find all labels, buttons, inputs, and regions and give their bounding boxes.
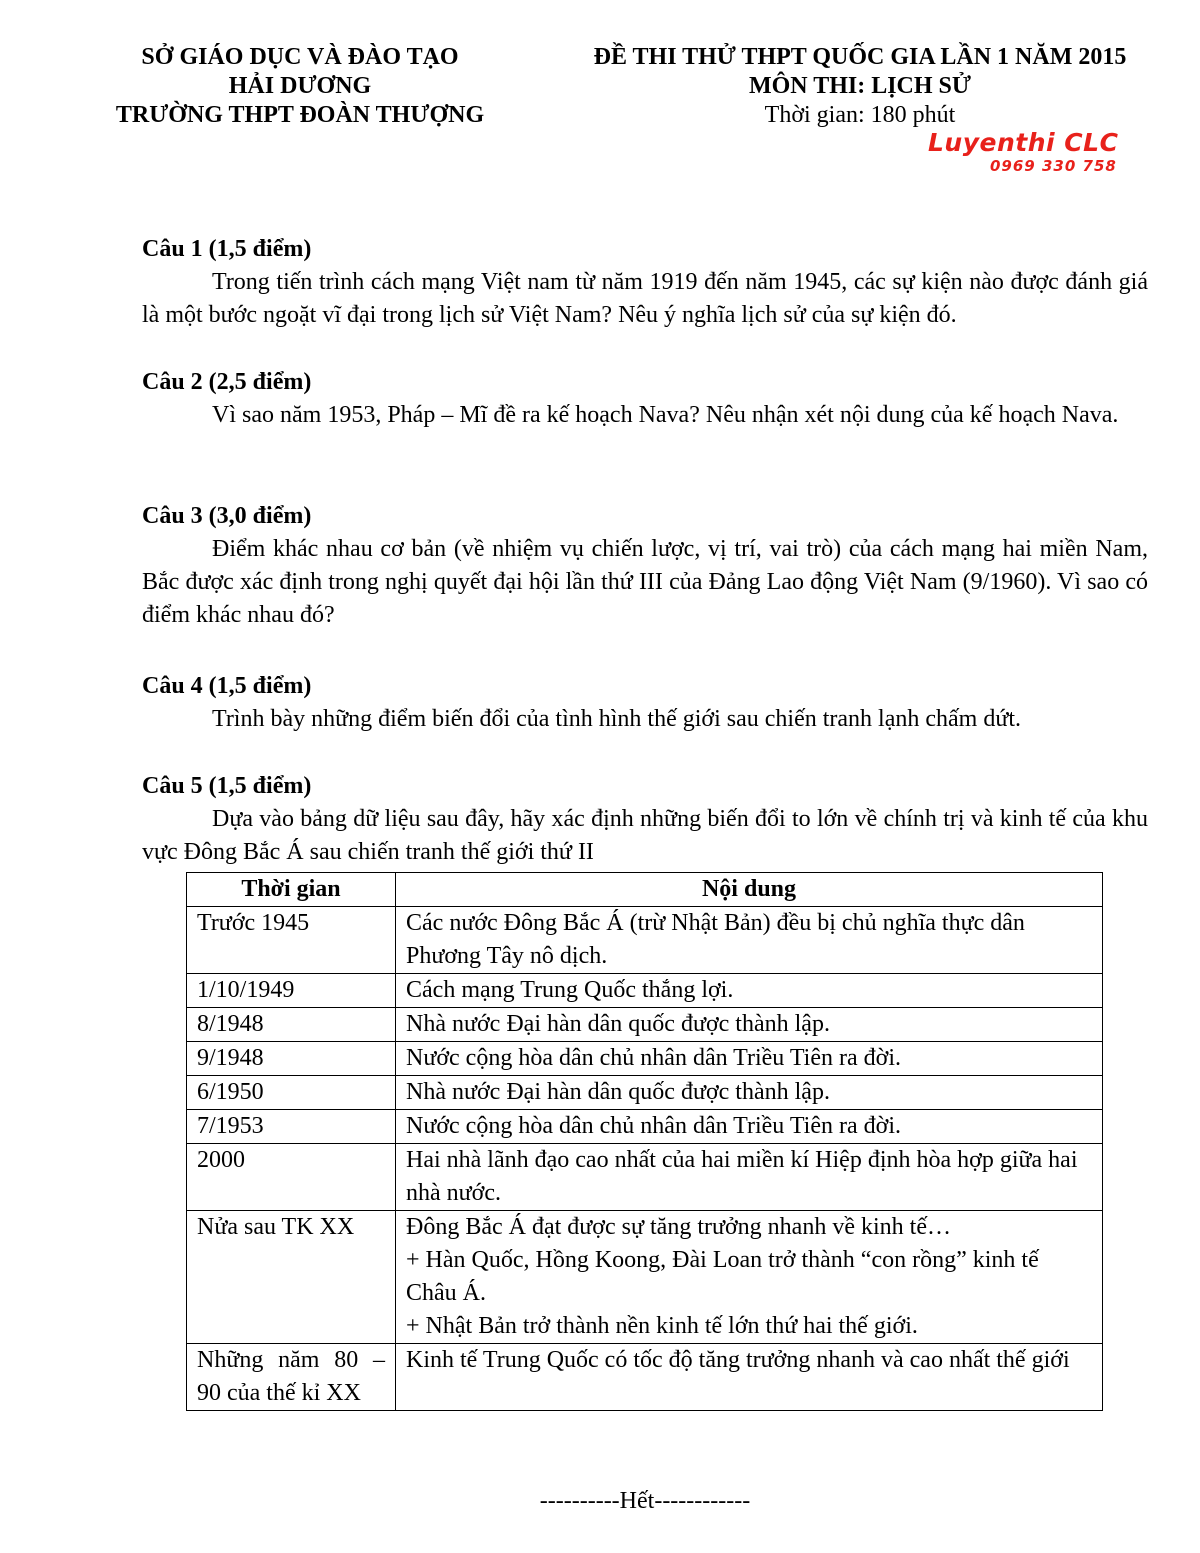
content-line: Hai nhà lãnh đạo cao nhất của hai miền kí Hiệp định hòa hợp giữa hai nhà nước. bbox=[406, 1147, 1078, 1206]
exam-subject: MÔN THI: LỊCH SỬ bbox=[748, 73, 972, 99]
content-line: Các nước Đông Bắc Á (trừ Nhật Bản) đều bị chủ nghĩa thực dân Phương Tây nô dịch. bbox=[406, 910, 1025, 969]
table-row bbox=[187, 1008, 1103, 1042]
question-body: Trong tiến trình cách mạng Việt nam từ năm 1919 đến năm 1945, các sự kiện nào được đánh giá là một bước ngoặt vĩ đại trong lịch sử Việt Nam? Nêu ý nghĩa lịch sử của sự kiện đó. bbox=[142, 269, 1148, 328]
content-cell bbox=[396, 1042, 1103, 1076]
content-line: + Hàn Quốc, Hồng Koong, Đài Loan trở thành “con rồng” kinh tế Châu Á. bbox=[406, 1247, 1039, 1306]
time-cell: 6/1950 bbox=[187, 1076, 396, 1110]
content-line: Nhà nước Đại hàn dân quốc được thành lập. bbox=[406, 1079, 830, 1105]
content-line: Nước cộng hòa dân chủ nhân dân Triều Tiên ra đời. bbox=[406, 1113, 901, 1139]
column-header-content: Nội dung bbox=[396, 873, 1103, 907]
school-header bbox=[95, 43, 505, 130]
content-cell bbox=[396, 974, 1103, 1008]
exam-title: ĐỀ THI THỬ THPT QUỐC GIA LẦN 1 NĂM 2015 bbox=[593, 44, 1127, 70]
table-header-row bbox=[187, 873, 1103, 907]
table-row bbox=[187, 907, 1103, 974]
table-row bbox=[187, 1042, 1103, 1076]
department-name: SỞ GIÁO DỤC VÀ ĐÀO TẠO bbox=[141, 44, 459, 70]
content-line: Nước cộng hòa dân chủ nhân dân Triều Tiên ra đời. bbox=[406, 1045, 901, 1071]
time-cell: Những năm 80 – 90 của thế kỉ XX bbox=[187, 1344, 396, 1411]
logo-brand: Luyenthi CLC bbox=[928, 128, 1119, 157]
time-cell: 7/1953 bbox=[187, 1110, 396, 1144]
province-name: HẢI DƯƠNG bbox=[228, 73, 372, 99]
content-cell bbox=[396, 1344, 1103, 1411]
question-body: Dựa vào bảng dữ liệu sau đây, hãy xác định những biến đổi to lớn về chính trị và kinh tế của khu vực Đông Bắc Á sau chiến tranh thế giới thứ II bbox=[142, 806, 1148, 865]
content-cell bbox=[396, 1211, 1103, 1344]
exam-header bbox=[560, 43, 1160, 130]
content-line: Đông Bắc Á đạt được sự tăng trưởng nhanh về kinh tế… bbox=[406, 1214, 951, 1240]
end-marker: ----------Hết------------ bbox=[539, 1488, 751, 1514]
question-title: Câu 3 (3,0 điểm) bbox=[142, 503, 312, 529]
time-cell: 9/1948 bbox=[187, 1042, 396, 1076]
question-title: Câu 1 (1,5 điểm) bbox=[142, 236, 312, 262]
time-cell: Nửa sau TK XX bbox=[187, 1211, 396, 1344]
logo-phone: 0969 330 758 bbox=[990, 157, 1117, 175]
content-line: Cách mạng Trung Quốc thắng lợi. bbox=[406, 977, 734, 1003]
table-row bbox=[187, 1110, 1103, 1144]
content-cell bbox=[396, 1076, 1103, 1110]
table-row bbox=[187, 1076, 1103, 1110]
content-cell bbox=[396, 1008, 1103, 1042]
table-row bbox=[187, 1144, 1103, 1211]
table-row bbox=[187, 1344, 1103, 1411]
content-cell bbox=[396, 1110, 1103, 1144]
time-cell: 2000 bbox=[187, 1144, 396, 1211]
question-title: Câu 2 (2,5 điểm) bbox=[142, 369, 312, 395]
time-cell: Trước 1945 bbox=[187, 907, 396, 974]
question-body: Trình bày những điểm biến đổi của tình hình thế giới sau chiến tranh lạnh chấm dứt. bbox=[212, 706, 1022, 732]
question-body: Vì sao năm 1953, Pháp – Mĩ đề ra kế hoạch Nava? Nêu nhận xét nội dung của kế hoạch Nava. bbox=[212, 402, 1119, 428]
column-header-time: Thời gian bbox=[187, 873, 396, 907]
time-cell: 8/1948 bbox=[187, 1008, 396, 1042]
question-5 bbox=[142, 770, 1148, 869]
data-table bbox=[186, 872, 1103, 1411]
table-row bbox=[187, 974, 1103, 1008]
content-line: Nhà nước Đại hàn dân quốc được thành lập. bbox=[406, 1011, 830, 1037]
school-name: TRƯỜNG THPT ĐOÀN THƯỢNG bbox=[115, 102, 485, 128]
question-3 bbox=[142, 500, 1148, 632]
question-title: Câu 5 (1,5 điểm) bbox=[142, 773, 312, 799]
watermark-logo bbox=[928, 128, 1158, 188]
content-line: + Nhật Bản trở thành nền kinh tế lớn thứ hai thế giới. bbox=[406, 1313, 918, 1339]
exam-duration: Thời gian: 180 phút bbox=[764, 102, 956, 128]
question-title: Câu 4 (1,5 điểm) bbox=[142, 673, 312, 699]
table-row bbox=[187, 1211, 1103, 1344]
time-cell: 1/10/1949 bbox=[187, 974, 396, 1008]
question-2 bbox=[142, 366, 1148, 432]
question-1 bbox=[142, 233, 1148, 332]
question-body: Điểm khác nhau cơ bản (về nhiệm vụ chiến lược, vị trí, vai trò) của cách mạng hai miền Nam, Bắc được xác định trong nghị quyết đại hội lần thứ III của Đảng Lao động Việt Nam (9/1960). Vì sao có điểm khác nhau đó? bbox=[142, 536, 1148, 628]
content-cell bbox=[396, 907, 1103, 974]
question-4 bbox=[142, 670, 1148, 736]
content-line: Kinh tế Trung Quốc có tốc độ tăng trưởng nhanh và cao nhất thế giới bbox=[406, 1347, 1070, 1373]
content-cell bbox=[396, 1144, 1103, 1211]
